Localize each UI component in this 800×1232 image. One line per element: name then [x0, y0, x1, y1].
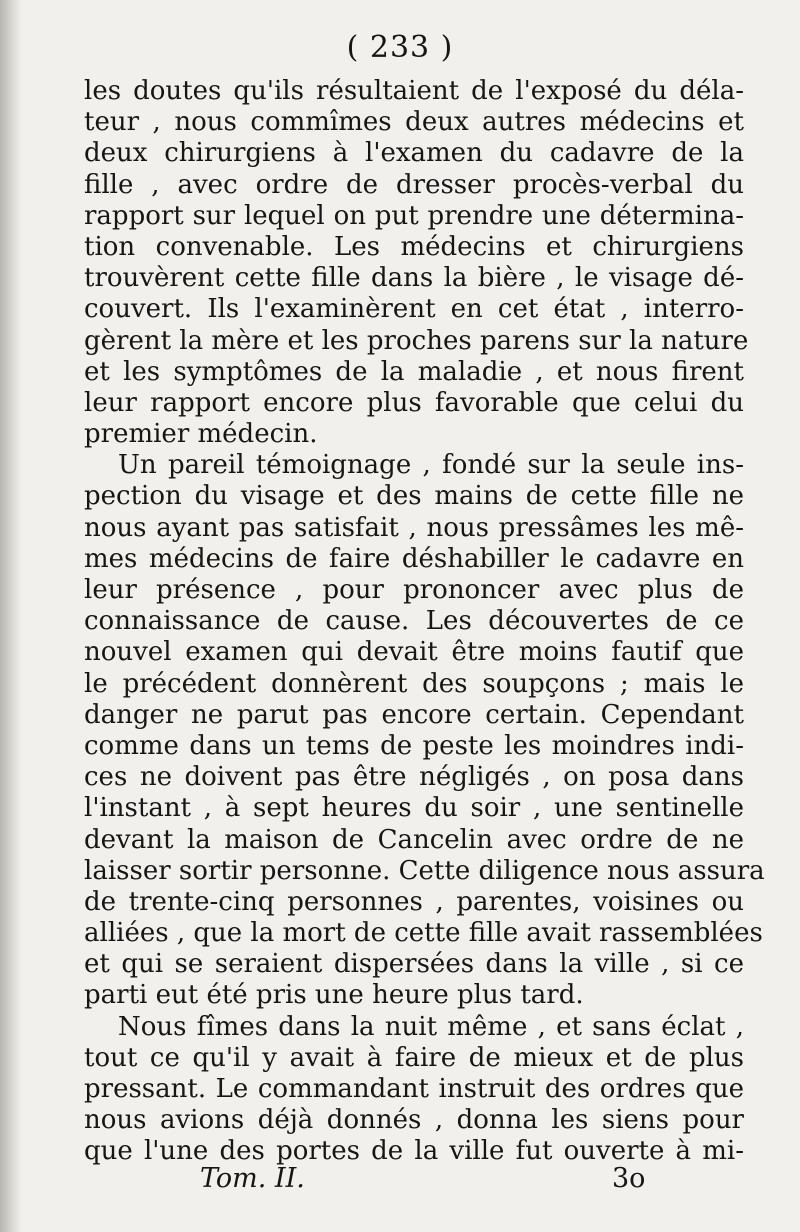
signature-mark: 3o: [612, 1163, 646, 1194]
text-line: le précédent donnèrent des soupçons ; mais le: [84, 668, 744, 699]
text-line: comme dans un tems de peste les moindres indi-: [84, 730, 744, 761]
text-line: nouvel examen qui devait être moins fautif que: [84, 637, 744, 668]
text-line: pection du visage et des mains de cette fille ne: [84, 481, 744, 512]
text-line: tion convenable. Les médecins et chirurgiens: [84, 231, 744, 262]
text-line: gèrent la mère et les proches parens sur la nature: [84, 325, 749, 356]
body-text: [84, 76, 765, 1168]
text-line: danger ne parut pas encore certain. Cependant: [84, 699, 744, 730]
text-line: deux chirurgiens à l'examen du cadavre de la: [84, 138, 744, 169]
text-line: rapport sur lequel on put prendre une détermina-: [84, 200, 744, 231]
text-line: trouvèrent cette fille dans la bière , le visage dé-: [84, 263, 744, 294]
text-line: l'instant , à sept heures du soir , une sentinelle: [84, 793, 744, 824]
text-line: que l'une des portes de la ville fut ouverte à mi-: [84, 1136, 744, 1167]
text-line: ces ne doivent pas être négligés , on posa dans: [84, 762, 744, 793]
text-line: et les symptômes de la maladie , et nous firent: [84, 356, 744, 387]
text-line: leur présence , pour prononcer avec plus de: [84, 575, 744, 605]
text-line: mes médecins de faire déshabiller le cadavre en: [84, 543, 744, 574]
text-line: premier médecin.: [84, 419, 318, 450]
text-line: tout ce qu'il y avait à faire de mieux et de plus: [84, 1042, 744, 1073]
text-line: Nous fîmes dans la nuit même , et sans éclat ,: [118, 1011, 744, 1042]
page-number: ( 233 ): [346, 30, 454, 65]
volume-mark: Tom. II.: [200, 1163, 305, 1194]
text-line: teur , nous commîmes deux autres médecins et: [84, 107, 744, 138]
text-line: devant la maison de Cancelin avec ordre de ne: [84, 824, 744, 855]
text-line: et qui se seraient dispersées dans la ville , si ce: [84, 949, 744, 980]
text-line: alliées , que la mort de cette fille avait rassemblées: [84, 918, 763, 949]
text-line: nous ayant pas satisfait , nous pressâmes les mê-: [84, 512, 744, 543]
text-line: Un pareil témoignage , fondé sur la seule ins-: [118, 450, 744, 481]
text-line: nous avions déjà donnés , donna les siens pour: [84, 1105, 744, 1136]
page-footer: [0, 1163, 800, 1203]
text-line: leur rapport encore plus favorable que celui du: [84, 387, 744, 418]
text-line: fille , avec ordre de dresser procès-verbal du: [84, 169, 744, 200]
text-line: laisser sortir personne. Cette diligence nous assura: [84, 855, 765, 886]
text-line: parti eut été pris une heure plus tard.: [84, 980, 584, 1011]
text-line: les doutes qu'ils résultaient de l'exposé du déla-: [84, 76, 744, 106]
text-line: couvert. Ils l'examinèrent en cet état , interro-: [84, 294, 744, 325]
binding-shadow: [0, 0, 22, 1232]
text-line: pressant. Le commandant instruit des ordres que: [84, 1074, 744, 1104]
text-line: de trente-cinq personnes , parentes, voisines ou: [84, 886, 744, 917]
text-line: connaissance de cause. Les découvertes de ce: [84, 606, 744, 637]
